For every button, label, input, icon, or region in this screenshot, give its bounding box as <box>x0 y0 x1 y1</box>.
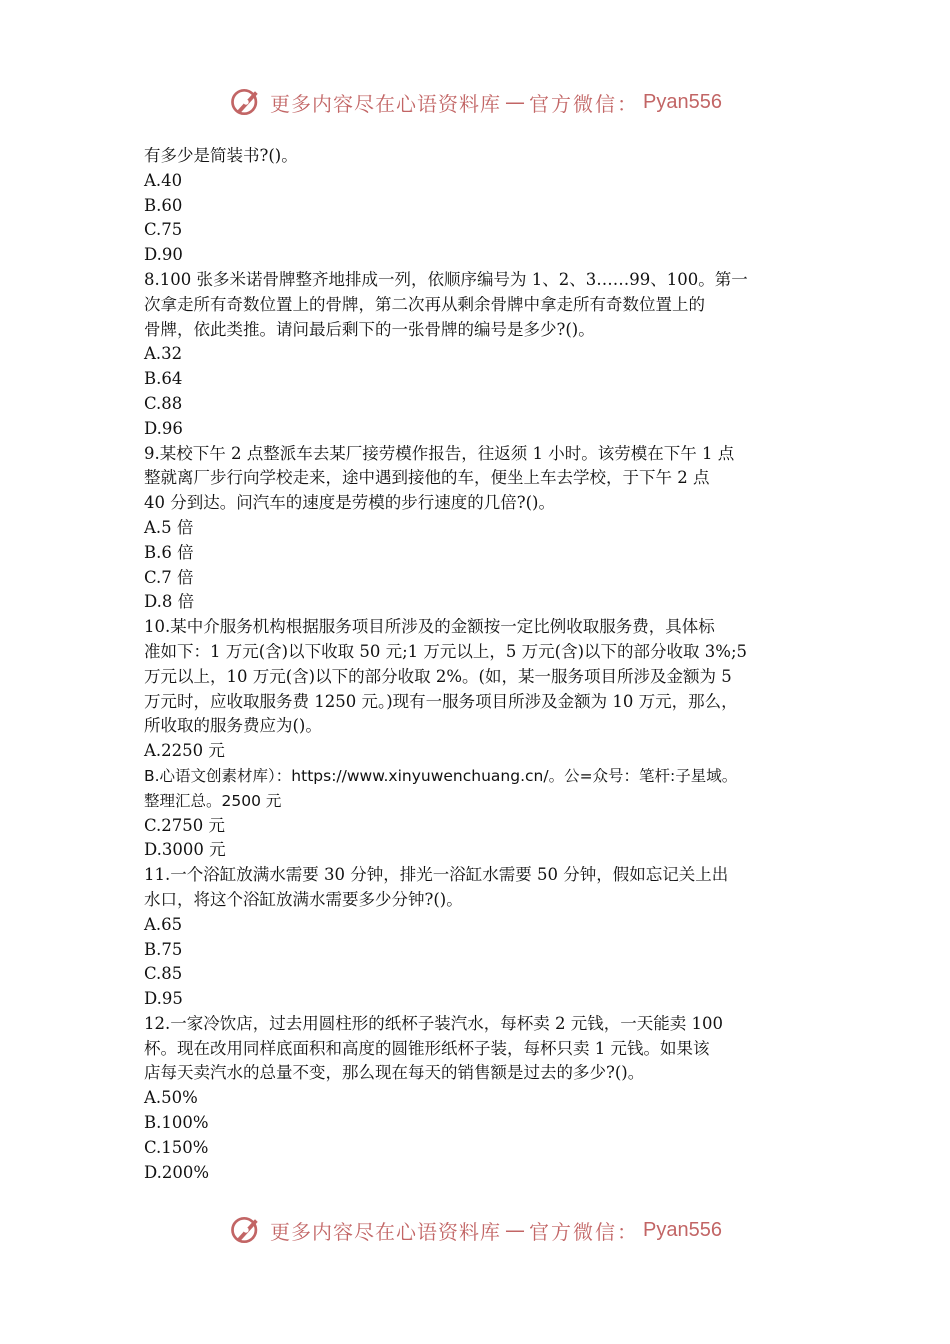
question-line: 准如下：1 万元(含)以下收取 50 元;1 万元以上，5 万元(含)以下的部分收取 3%;5 <box>144 641 747 661</box>
text-line: 有多少是简装书?()。 <box>144 146 298 165</box>
question-line: 店每天卖汽水的总量不变，那么现在每天的销售额是过去的多少?()。 <box>144 1063 645 1083</box>
footer-banner <box>0 1210 950 1250</box>
question-line: 万元时，应收取服务费 1250 元。)现有一服务项目所涉及金额为 10 万元，那么， <box>144 691 738 711</box>
option-line: A.32 <box>144 344 183 364</box>
option-line: D.95 <box>144 989 183 1009</box>
option-line: C.88 <box>144 393 183 413</box>
question-line: 水口，将这个浴缸放满水需要多少分钟?()。 <box>144 889 463 909</box>
watermark-line: 整理汇总。2500 元 <box>144 791 282 810</box>
question-line: 11.一个浴缸放满水需要 30 分钟，排光一浴缸水需要 50 分钟，假如忘记关上出 <box>144 865 729 885</box>
footer-brand: 更多内容尽在心语资料库 <box>270 1219 502 1244</box>
question-line: 杯。现在改用同样底面积和高度的圆锥形纸杯子装，每杯只卖 1 元钱。如果该 <box>144 1038 710 1058</box>
question-line: 8.100 张多米诺骨牌整齐地排成一列，依顺序编号为 1、2、3……99、100。第一 <box>144 269 748 289</box>
option-line: D.3000 元 <box>144 840 226 860</box>
option-line: B.60 <box>144 195 183 215</box>
option-line: A.5 倍 <box>144 517 194 537</box>
option-line: B.64 <box>144 369 183 389</box>
option-line: D.8 倍 <box>144 592 195 612</box>
header-wechat-label: 官方微信： <box>529 91 640 116</box>
option-line: A.40 <box>144 170 183 190</box>
header-brand: 更多内容尽在心语资料库 <box>270 91 502 116</box>
question-line: 万元以上，10 万元(含)以下的部分收取 2%。(如，某一服务项目所涉及金额为 5 <box>144 666 732 686</box>
header-separator: — <box>505 90 526 114</box>
pen-logo-icon <box>228 1212 264 1248</box>
option-line: B.6 倍 <box>144 542 194 562</box>
option-line: B.75 <box>144 939 183 959</box>
option-line: A.2250 元 <box>144 741 225 761</box>
question-line: 整就离厂步行向学校走来，途中遇到接他的车，便坐上车去学校，于下午 2 点 <box>144 468 710 488</box>
option-line: C.85 <box>144 964 183 984</box>
option-line: C.2750 元 <box>144 815 226 835</box>
option-line: B.100% <box>144 1113 209 1133</box>
option-line: C.75 <box>144 220 183 240</box>
watermark-line: B.心语文创素材库）：https://www.xinyuwenchuang.cn/。公=众号：笔杆:子星域。 <box>144 766 738 785</box>
option-line: D.96 <box>144 418 183 438</box>
question-line: 40 分到达。问汽车的速度是劳模的步行速度的几倍?()。 <box>144 493 555 513</box>
option-line: C.7 倍 <box>144 567 194 587</box>
option-line: A.50% <box>144 1088 198 1108</box>
question-line: 次拿走所有奇数位置上的骨牌，第二次再从剩余骨牌中拿走所有奇数位置上的 <box>144 294 705 314</box>
header-banner <box>0 82 950 122</box>
question-line: 9.某校下午 2 点整派车去某厂接劳模作报告，往返须 1 小时。该劳模在下午 1 点 <box>144 443 735 463</box>
question-line: 12.一家冷饮店，过去用圆柱形的纸杯子装汽水，每杯卖 2 元钱，一天能卖 100 <box>144 1013 723 1033</box>
option-line: D.200% <box>144 1162 210 1182</box>
pen-logo-icon <box>228 84 264 120</box>
question-line: 10.某中介服务机构根据服务项目所涉及的金额按一定比例收取服务费，具体标 <box>144 617 715 637</box>
question-line: 所收取的服务费应为()。 <box>144 716 322 736</box>
header-wechat-id: Pyan556 <box>643 90 722 113</box>
footer-separator: — <box>505 1218 526 1242</box>
question-line: 骨牌，依此类推。请问最后剩下的一张骨牌的编号是多少?()。 <box>144 319 595 339</box>
document-body <box>144 144 824 1185</box>
option-line: C.150% <box>144 1137 209 1157</box>
footer-wechat-id: Pyan556 <box>643 1218 722 1241</box>
option-line: D.90 <box>144 245 183 265</box>
footer-wechat-label: 官方微信： <box>529 1219 640 1244</box>
option-line: A.65 <box>144 914 183 934</box>
